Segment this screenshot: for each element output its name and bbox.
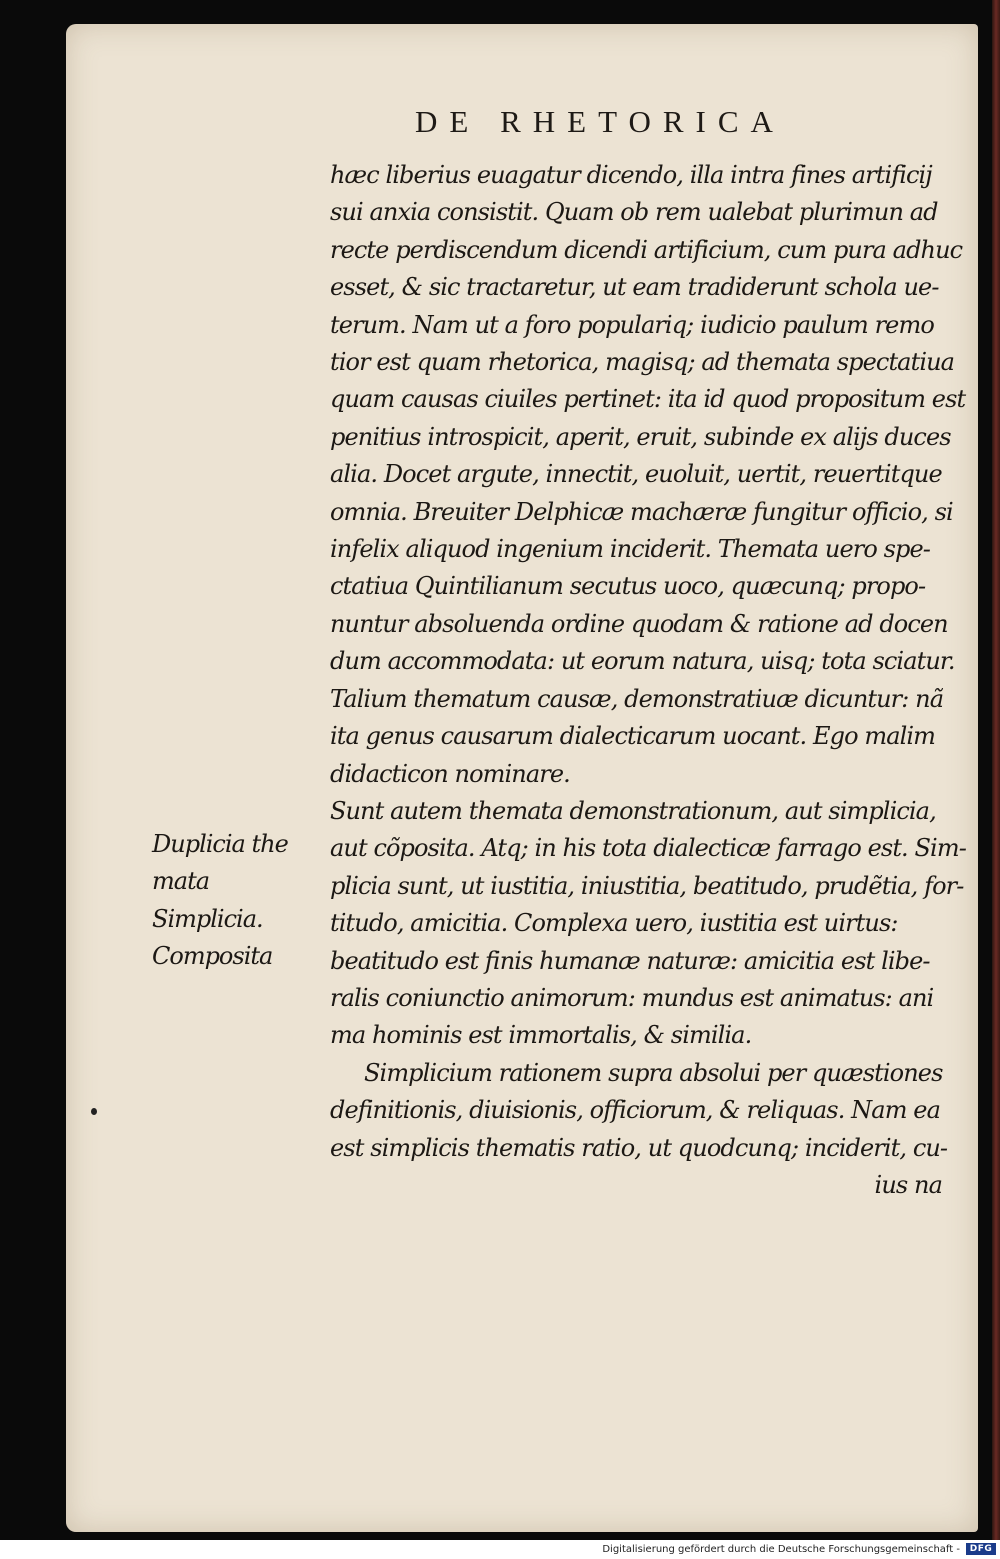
text-line: titudo, amicitia. Complexa uero, iustitia est uirtus:	[330, 909, 898, 938]
text-line: didacticon nominare.	[330, 759, 570, 788]
margin-note: Composita	[152, 942, 273, 971]
text-line: infelix aliquod ingenium inciderit. Themata uero spe-	[330, 535, 931, 564]
text-line: ita genus causarum dialecticarum uocant. Ego malim	[330, 722, 936, 751]
text-line: plicia sunt, ut iustitia, iniustitia, beatitudo, prudẽtia, for-	[330, 871, 964, 900]
text-line: sui anxia consistit. Quam ob rem ualebat plurimun ad	[330, 198, 938, 227]
text-line: omnia. Breuiter Delphicæ machæræ fungitur officio, si	[330, 497, 953, 526]
text-line: beatitudo est finis humanæ naturæ: amicitia est libe-	[330, 946, 930, 975]
footer-credit: Digitalisierung gefördert durch die Deutsche Forschungsgemeinschaft -	[602, 1544, 960, 1555]
ink-dot	[91, 1108, 97, 1115]
text-line: est simplicis thematis ratio, ut quodcunq; inciderit, cu-	[330, 1133, 948, 1162]
running-head: DE RHETORICA	[415, 104, 785, 139]
text-line: Sunt autem themata demonstrationum, aut simplicia,	[330, 796, 936, 825]
text-line: hæc liberius euagatur dicendo, illa intra fines artificij	[330, 161, 932, 189]
text-line: esset, & sic tractaretur, ut eam tradiderunt schola ue-	[330, 273, 939, 302]
text-line: definitionis, diuisionis, officiorum, & reliquas. Nam ea	[330, 1096, 940, 1125]
page-edge	[992, 0, 1000, 1540]
text-line: penitius introspicit, aperit, eruit, subinde ex alijs duces	[330, 422, 951, 451]
text-line: ralis coniunctio animorum: mundus est animatus: ani	[330, 983, 934, 1012]
text-line: Simplicium rationem supra absolui per quæstiones	[364, 1058, 943, 1087]
text-line: nuntur absoluenda ordine quodam & ratione ad docen	[330, 609, 948, 638]
text-line: ma hominis est immortalis, & similia.	[330, 1021, 752, 1050]
text-line: quam causas ciuiles pertinet: ita id quod propositum est	[330, 385, 966, 414]
text-line: recte perdiscendum dicendi artificium, cum pura adhuc	[330, 235, 963, 264]
body-text	[330, 157, 966, 1204]
margin-note: Duplicia the	[152, 830, 288, 858]
margin-note: mata	[152, 867, 210, 896]
text-line: alia. Docet argute, innectit, euoluit, uertit, reuertitque	[330, 460, 942, 489]
margin-notes	[152, 826, 312, 976]
text-line: terum. Nam ut a foro populariq; iudicio paulum remo	[330, 310, 934, 339]
text-line: Talium thematum causæ, demonstratiuæ dicuntur: nã	[330, 684, 944, 713]
text-line: dum accommodata: ut eorum natura, uisq; tota sciatur.	[330, 647, 955, 676]
text-line: aut cõposita. Atq; in his tota dialecticæ farrago est. Sim-	[330, 834, 966, 863]
catchword: ius na	[874, 1170, 942, 1199]
text-line: tior est quam rhetorica, magisq; ad themata spectatiua	[330, 348, 955, 377]
margin-note: Simplicia.	[152, 904, 263, 933]
text-line: ctatiua Quintilianum secutus uoco, quæcunq; propo-	[330, 572, 926, 601]
dfg-logo-icon: DFG	[966, 1543, 996, 1555]
